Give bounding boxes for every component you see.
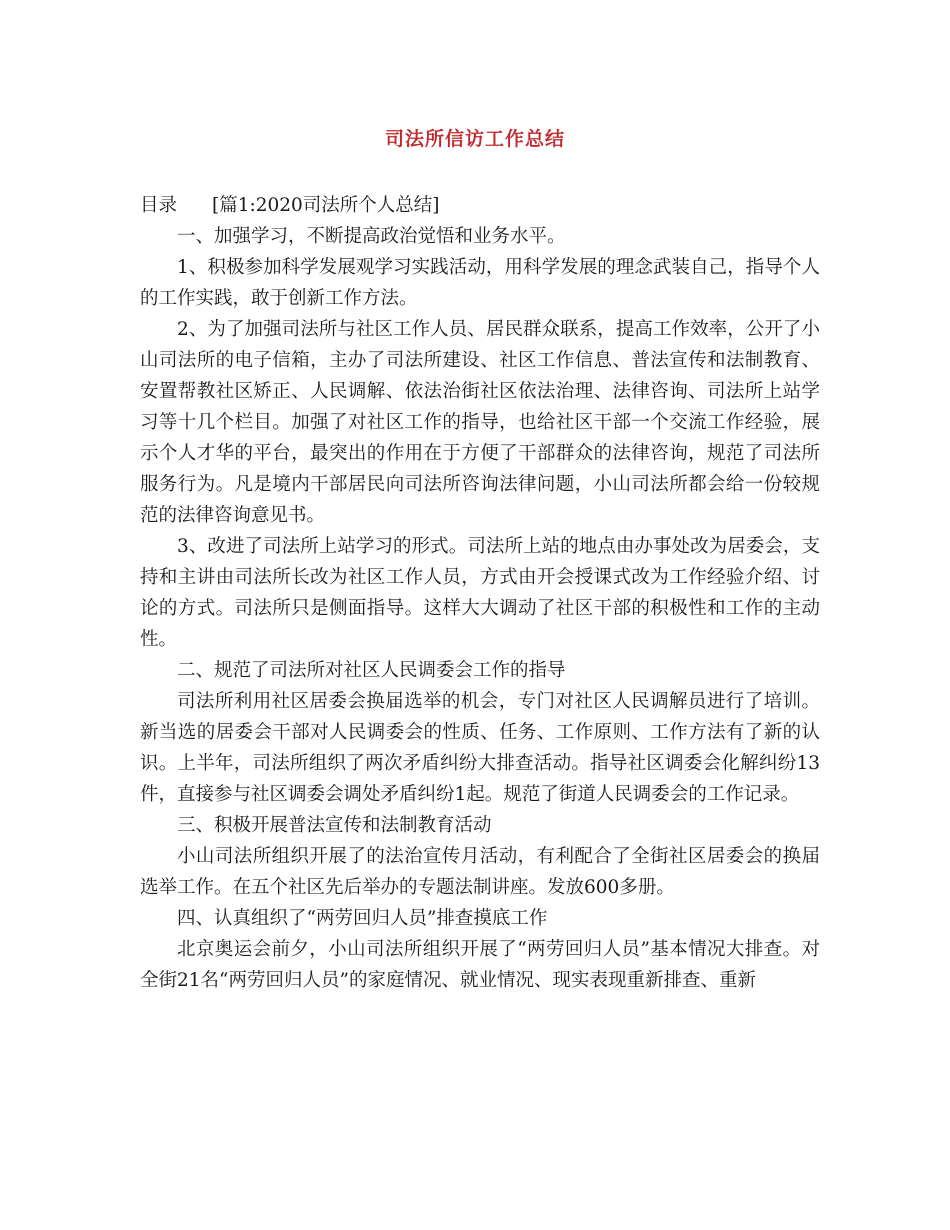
document-title: 司法所信访工作总结 bbox=[384, 128, 565, 150]
paragraph: 北京奥运会前夕，小山司法所组织开展了“两劳回归人员”基本情况大排查。对全街21名“两劳回归人员”的家庭情况、就业情况、现实表现重新排查、重新 bbox=[140, 939, 820, 991]
paragraph: 小山司法所组织开展了的法治宣传月活动，有利配合了全街社区居委会的换届选举工作。在五个社区先后举办的专题法制讲座。发放600多册。 bbox=[140, 846, 820, 898]
section-heading-1: 一、加强学习，不断提高政治觉悟和业务水平。 bbox=[177, 226, 566, 247]
section-heading-3: 三、积极开展普法宣传和法制教育活动 bbox=[177, 815, 492, 836]
table-of-contents bbox=[140, 190, 820, 221]
toc-label: 目录 bbox=[140, 195, 178, 216]
section-heading-2: 二、规范了司法所对社区人民调委会工作的指导 bbox=[177, 660, 566, 681]
paragraph: 司法所利用社区居委会换届选举的机会，专门对社区人民调解员进行了培训。新当选的居委会干部对人民调委会的性质、任务、工作原则、工作方法有了新的认识。上半年，司法所组织了两次矛盾纠纷大排查活动。指导社区调委会化解纠纷13件，直接参与社区调委会调处矛盾纠纷1起。规范了街道人民调委会的工作记录。 bbox=[140, 691, 820, 805]
section-heading-4: 四、认真组织了“两劳回归人员”排查摸底工作 bbox=[177, 908, 548, 929]
document-body bbox=[140, 190, 820, 996]
paragraph: 3、改进了司法所上站学习的形式。司法所上站的地点由办事处改为居委会，支持和主讲由司法所长改为社区工作人员，方式由开会授课式改为工作经验介绍、讨论的方式。司法所只是侧面指导。这样大大调动了社区干部的积极性和工作的主动性。 bbox=[140, 536, 820, 650]
paragraph: 2、为了加强司法所与社区工作人员、居民群众联系，提高工作效率，公开了小山司法所的电子信箱，主办了司法所建设、社区工作信息、普法宣传和法制教育、安置帮教社区矫正、人民调解、依法治街社区依法治理、法律咨询、司法所上站学习等十几个栏目。加强了对社区工作的指导，也给社区干部一个交流工作经验，展示个人才华的平台，最突出的作用在于方便了干部群众的法律咨询，规范了司法所服务行为。凡是境内干部居民向司法所咨询法律问题，小山司法所都会给一份较规范的法律咨询意见书。 bbox=[140, 319, 820, 526]
paragraph: 1、积极参加科学发展观学习实践活动，用科学发展的理念武装自己，指导个人的工作实践，敢于创新工作方法。 bbox=[140, 257, 820, 309]
toc-entry: [篇1:2020司法所个人总结] bbox=[212, 195, 440, 216]
